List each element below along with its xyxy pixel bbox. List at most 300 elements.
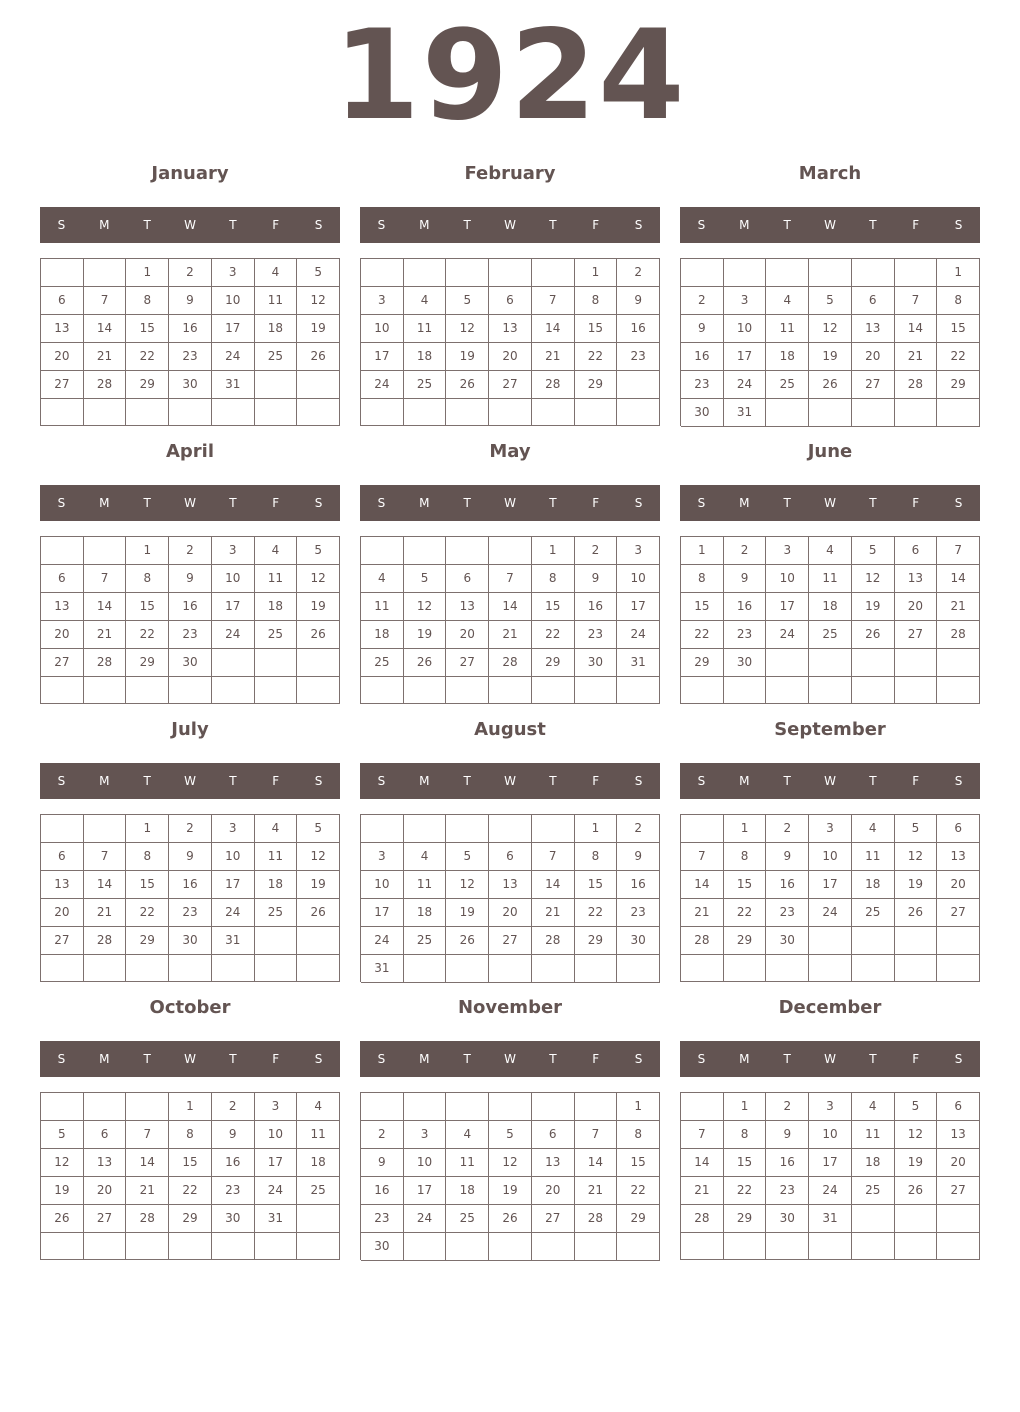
empty-cell xyxy=(41,955,84,982)
month-june xyxy=(680,437,980,707)
weekday-label: M xyxy=(99,218,110,232)
day-cell: 30 xyxy=(169,927,212,955)
day-cell: 4 xyxy=(809,537,852,565)
day-cell: 31 xyxy=(212,927,255,955)
day-cell: 10 xyxy=(809,1121,852,1149)
day-cell: 5 xyxy=(297,259,340,287)
day-cell: 14 xyxy=(532,871,575,899)
empty-cell xyxy=(212,649,255,677)
day-cell: 28 xyxy=(937,621,980,649)
weekday-label: F xyxy=(592,1052,600,1066)
day-cell: 7 xyxy=(895,287,938,315)
weekday-label: S xyxy=(954,1052,963,1066)
weekday-label: W xyxy=(184,1052,196,1066)
weekday-label: M xyxy=(419,774,430,788)
empty-cell xyxy=(297,927,340,955)
day-cell: 21 xyxy=(575,1177,618,1205)
empty-cell xyxy=(937,677,980,704)
month-title: October xyxy=(149,997,231,1018)
day-cell: 17 xyxy=(361,343,404,371)
weekday-header xyxy=(360,1041,660,1077)
day-grid xyxy=(40,814,340,982)
empty-cell xyxy=(446,399,489,426)
day-cell: 21 xyxy=(532,343,575,371)
day-cell: 26 xyxy=(809,371,852,399)
day-cell: 7 xyxy=(489,565,532,593)
day-cell: 18 xyxy=(404,899,447,927)
empty-cell xyxy=(766,1233,809,1260)
weekday-label: W xyxy=(184,218,196,232)
day-cell: 10 xyxy=(212,565,255,593)
day-cell: 15 xyxy=(724,871,767,899)
day-cell: 25 xyxy=(297,1177,340,1205)
day-cell: 17 xyxy=(809,871,852,899)
empty-cell xyxy=(41,537,84,565)
day-cell: 25 xyxy=(809,621,852,649)
day-cell: 12 xyxy=(404,593,447,621)
empty-cell xyxy=(41,1093,84,1121)
month-title: May xyxy=(489,441,531,462)
day-cell: 15 xyxy=(169,1149,212,1177)
empty-cell xyxy=(41,399,84,426)
weekday-label: T xyxy=(229,218,237,232)
day-cell: 19 xyxy=(404,621,447,649)
weekday-label: S xyxy=(57,496,66,510)
day-cell: 14 xyxy=(895,315,938,343)
day-cell: 8 xyxy=(575,287,618,315)
empty-cell xyxy=(404,1093,447,1121)
day-cell: 15 xyxy=(126,871,169,899)
day-grid xyxy=(360,1092,660,1260)
day-cell: 16 xyxy=(681,343,724,371)
day-cell: 10 xyxy=(255,1121,298,1149)
day-cell: 19 xyxy=(809,343,852,371)
empty-cell xyxy=(681,955,724,982)
month-march xyxy=(680,159,980,429)
day-cell: 9 xyxy=(617,287,660,315)
month-july xyxy=(40,715,340,985)
day-cell: 11 xyxy=(361,593,404,621)
empty-cell xyxy=(361,259,404,287)
empty-cell xyxy=(617,1233,660,1261)
empty-cell xyxy=(575,399,618,426)
day-cell: 18 xyxy=(404,343,447,371)
day-cell: 2 xyxy=(169,815,212,843)
day-cell: 30 xyxy=(724,649,767,677)
day-cell: 28 xyxy=(681,1205,724,1233)
day-cell: 24 xyxy=(809,1177,852,1205)
day-cell: 26 xyxy=(297,899,340,927)
day-cell: 13 xyxy=(937,843,980,871)
weekday-header xyxy=(360,485,660,521)
weekday-label: S xyxy=(57,218,66,232)
day-cell: 7 xyxy=(575,1121,618,1149)
day-cell: 31 xyxy=(617,649,660,677)
day-cell: 27 xyxy=(895,621,938,649)
day-cell: 28 xyxy=(575,1205,618,1233)
day-cell: 18 xyxy=(255,593,298,621)
day-cell: 22 xyxy=(724,1177,767,1205)
day-cell: 8 xyxy=(724,1121,767,1149)
empty-cell xyxy=(852,1205,895,1233)
weekday-label: T xyxy=(143,774,151,788)
day-cell: 20 xyxy=(852,343,895,371)
day-cell: 13 xyxy=(446,593,489,621)
day-cell: 23 xyxy=(169,343,212,371)
day-grid xyxy=(680,1092,980,1260)
empty-cell xyxy=(255,399,298,426)
day-cell: 6 xyxy=(41,565,84,593)
day-cell: 24 xyxy=(212,621,255,649)
weekday-label: S xyxy=(697,774,706,788)
empty-cell xyxy=(255,677,298,704)
month-may xyxy=(360,437,660,707)
weekday-header xyxy=(40,485,340,521)
day-cell: 10 xyxy=(212,287,255,315)
weekday-label: T xyxy=(783,1052,791,1066)
empty-cell xyxy=(681,1233,724,1260)
weekday-label: F xyxy=(272,496,280,510)
empty-cell xyxy=(446,537,489,565)
month-title: August xyxy=(474,719,546,740)
day-cell: 13 xyxy=(489,871,532,899)
day-cell: 7 xyxy=(937,537,980,565)
empty-cell xyxy=(126,955,169,982)
day-cell: 16 xyxy=(169,871,212,899)
day-cell: 27 xyxy=(41,927,84,955)
day-cell: 21 xyxy=(489,621,532,649)
weekday-label: W xyxy=(824,1052,836,1066)
weekday-label: S xyxy=(314,774,323,788)
day-cell: 2 xyxy=(169,259,212,287)
day-cell: 20 xyxy=(84,1177,127,1205)
day-cell: 7 xyxy=(681,843,724,871)
day-cell: 16 xyxy=(169,593,212,621)
weekday-label: T xyxy=(463,774,471,788)
day-cell: 15 xyxy=(724,1149,767,1177)
weekday-label: M xyxy=(739,218,750,232)
day-cell: 29 xyxy=(575,371,618,399)
day-cell: 3 xyxy=(809,815,852,843)
empty-cell xyxy=(852,927,895,955)
day-cell: 3 xyxy=(617,537,660,565)
day-cell: 17 xyxy=(404,1177,447,1205)
weekday-label: T xyxy=(869,218,877,232)
day-cell: 2 xyxy=(212,1093,255,1121)
day-cell: 31 xyxy=(361,955,404,983)
day-cell: 6 xyxy=(446,565,489,593)
empty-cell xyxy=(361,815,404,843)
weekday-label: F xyxy=(912,496,920,510)
day-cell: 12 xyxy=(297,565,340,593)
day-cell: 22 xyxy=(575,899,618,927)
day-cell: 8 xyxy=(126,565,169,593)
empty-cell xyxy=(84,1093,127,1121)
day-cell: 23 xyxy=(575,621,618,649)
day-cell: 13 xyxy=(852,315,895,343)
weekday-label: T xyxy=(143,496,151,510)
day-cell: 26 xyxy=(446,927,489,955)
day-cell: 14 xyxy=(575,1149,618,1177)
day-cell: 1 xyxy=(532,537,575,565)
day-cell: 5 xyxy=(446,843,489,871)
day-cell: 28 xyxy=(126,1205,169,1233)
empty-cell xyxy=(404,259,447,287)
weekday-label: F xyxy=(592,218,600,232)
day-cell: 30 xyxy=(681,399,724,427)
empty-cell xyxy=(41,677,84,704)
weekday-label: M xyxy=(419,1052,430,1066)
empty-cell xyxy=(852,649,895,677)
day-cell: 17 xyxy=(809,1149,852,1177)
weekday-label: S xyxy=(697,1052,706,1066)
weekday-header xyxy=(680,1041,980,1077)
day-cell: 27 xyxy=(937,899,980,927)
day-cell: 1 xyxy=(724,815,767,843)
day-cell: 3 xyxy=(212,259,255,287)
weekday-header xyxy=(680,763,980,799)
day-cell: 11 xyxy=(446,1149,489,1177)
day-cell: 21 xyxy=(681,1177,724,1205)
day-cell: 24 xyxy=(212,343,255,371)
weekday-label: F xyxy=(272,218,280,232)
empty-cell xyxy=(297,371,340,399)
month-title: June xyxy=(807,441,853,462)
day-cell: 26 xyxy=(41,1205,84,1233)
day-cell: 28 xyxy=(84,371,127,399)
day-grid xyxy=(40,1092,340,1260)
day-cell: 11 xyxy=(404,871,447,899)
weekday-header xyxy=(360,763,660,799)
empty-cell xyxy=(937,399,980,427)
day-cell: 29 xyxy=(575,927,618,955)
empty-cell xyxy=(766,677,809,704)
empty-cell xyxy=(126,1233,169,1260)
empty-cell xyxy=(575,1233,618,1261)
empty-cell xyxy=(84,537,127,565)
empty-cell xyxy=(766,649,809,677)
day-cell: 7 xyxy=(84,565,127,593)
day-cell: 21 xyxy=(84,343,127,371)
day-cell: 20 xyxy=(489,899,532,927)
day-cell: 16 xyxy=(724,593,767,621)
empty-cell xyxy=(489,815,532,843)
day-cell: 14 xyxy=(489,593,532,621)
weekday-label: T xyxy=(463,218,471,232)
day-cell: 6 xyxy=(489,287,532,315)
day-grid xyxy=(40,536,340,704)
empty-cell xyxy=(446,1093,489,1121)
day-cell: 8 xyxy=(937,287,980,315)
empty-cell xyxy=(84,677,127,704)
empty-cell xyxy=(361,677,404,704)
day-cell: 25 xyxy=(404,927,447,955)
weekday-label: T xyxy=(143,1052,151,1066)
day-cell: 5 xyxy=(895,1093,938,1121)
day-cell: 25 xyxy=(361,649,404,677)
month-september xyxy=(680,715,980,985)
weekday-label: M xyxy=(739,1052,750,1066)
empty-cell xyxy=(489,399,532,426)
day-cell: 27 xyxy=(489,927,532,955)
day-cell: 21 xyxy=(681,899,724,927)
month-title: February xyxy=(464,163,556,184)
empty-cell xyxy=(255,371,298,399)
day-cell: 9 xyxy=(766,1121,809,1149)
empty-cell xyxy=(681,1093,724,1121)
day-cell: 14 xyxy=(84,593,127,621)
day-cell: 15 xyxy=(575,315,618,343)
day-cell: 10 xyxy=(361,871,404,899)
day-cell: 25 xyxy=(766,371,809,399)
day-cell: 16 xyxy=(617,871,660,899)
day-cell: 4 xyxy=(255,537,298,565)
day-cell: 7 xyxy=(532,287,575,315)
day-cell: 23 xyxy=(766,1177,809,1205)
day-cell: 4 xyxy=(766,287,809,315)
weekday-label: S xyxy=(954,496,963,510)
day-grid xyxy=(680,814,980,982)
day-cell: 10 xyxy=(724,315,767,343)
day-cell: 19 xyxy=(446,343,489,371)
empty-cell xyxy=(255,955,298,982)
weekday-label: F xyxy=(592,774,600,788)
month-title: January xyxy=(151,163,229,184)
day-cell: 5 xyxy=(489,1121,532,1149)
day-cell: 4 xyxy=(297,1093,340,1121)
day-cell: 21 xyxy=(84,621,127,649)
empty-cell xyxy=(895,677,938,704)
day-cell: 16 xyxy=(617,315,660,343)
day-cell: 12 xyxy=(895,843,938,871)
empty-cell xyxy=(681,259,724,287)
month-december xyxy=(680,993,980,1263)
weekday-label: S xyxy=(377,496,386,510)
day-cell: 17 xyxy=(361,899,404,927)
day-cell: 15 xyxy=(617,1149,660,1177)
weekday-label: M xyxy=(739,496,750,510)
day-cell: 27 xyxy=(852,371,895,399)
day-cell: 18 xyxy=(446,1177,489,1205)
weekday-label: S xyxy=(634,774,643,788)
day-cell: 12 xyxy=(489,1149,532,1177)
empty-cell xyxy=(895,649,938,677)
day-cell: 9 xyxy=(169,565,212,593)
day-cell: 1 xyxy=(937,259,980,287)
empty-cell xyxy=(126,399,169,426)
day-cell: 27 xyxy=(446,649,489,677)
weekday-label: T xyxy=(229,774,237,788)
day-cell: 27 xyxy=(84,1205,127,1233)
day-cell: 29 xyxy=(724,1205,767,1233)
empty-cell xyxy=(809,399,852,427)
day-cell: 25 xyxy=(446,1205,489,1233)
day-cell: 14 xyxy=(84,315,127,343)
month-february xyxy=(360,159,660,429)
day-cell: 30 xyxy=(575,649,618,677)
day-cell: 23 xyxy=(617,899,660,927)
empty-cell xyxy=(404,815,447,843)
day-cell: 26 xyxy=(297,621,340,649)
empty-cell xyxy=(895,1205,938,1233)
weekday-label: S xyxy=(634,218,643,232)
day-cell: 20 xyxy=(41,343,84,371)
empty-cell xyxy=(212,399,255,426)
day-cell: 1 xyxy=(575,815,618,843)
empty-cell xyxy=(575,677,618,704)
empty-cell xyxy=(937,927,980,955)
day-cell: 2 xyxy=(724,537,767,565)
empty-cell xyxy=(41,259,84,287)
empty-cell xyxy=(255,927,298,955)
day-cell: 11 xyxy=(809,565,852,593)
day-cell: 8 xyxy=(617,1121,660,1149)
weekday-label: W xyxy=(504,218,516,232)
day-cell: 18 xyxy=(255,871,298,899)
day-cell: 21 xyxy=(126,1177,169,1205)
day-grid xyxy=(40,258,340,426)
day-cell: 4 xyxy=(361,565,404,593)
day-cell: 25 xyxy=(255,621,298,649)
empty-cell xyxy=(169,677,212,704)
empty-cell xyxy=(852,399,895,427)
weekday-header xyxy=(40,1041,340,1077)
day-cell: 11 xyxy=(297,1121,340,1149)
day-cell: 6 xyxy=(84,1121,127,1149)
empty-cell xyxy=(169,1233,212,1260)
day-cell: 6 xyxy=(532,1121,575,1149)
day-cell: 20 xyxy=(895,593,938,621)
empty-cell xyxy=(446,1233,489,1261)
day-cell: 17 xyxy=(766,593,809,621)
weekday-label: T xyxy=(549,496,557,510)
day-cell: 14 xyxy=(681,1149,724,1177)
day-cell: 7 xyxy=(84,287,127,315)
weekday-label: S xyxy=(314,496,323,510)
day-cell: 20 xyxy=(489,343,532,371)
empty-cell xyxy=(809,259,852,287)
empty-cell xyxy=(532,677,575,704)
day-cell: 25 xyxy=(255,899,298,927)
day-cell: 1 xyxy=(575,259,618,287)
weekday-header xyxy=(680,207,980,243)
day-cell: 9 xyxy=(681,315,724,343)
weekday-label: S xyxy=(314,1052,323,1066)
empty-cell xyxy=(852,1233,895,1260)
day-cell: 28 xyxy=(489,649,532,677)
day-cell: 19 xyxy=(297,593,340,621)
day-cell: 22 xyxy=(126,621,169,649)
day-cell: 26 xyxy=(895,1177,938,1205)
weekday-label: M xyxy=(99,1052,110,1066)
day-cell: 16 xyxy=(212,1149,255,1177)
day-cell: 12 xyxy=(297,287,340,315)
day-cell: 30 xyxy=(361,1233,404,1261)
day-cell: 29 xyxy=(617,1205,660,1233)
day-cell: 28 xyxy=(532,927,575,955)
empty-cell xyxy=(404,537,447,565)
day-cell: 3 xyxy=(809,1093,852,1121)
weekday-label: S xyxy=(377,774,386,788)
weekday-label: T xyxy=(869,1052,877,1066)
day-cell: 23 xyxy=(617,343,660,371)
day-cell: 31 xyxy=(255,1205,298,1233)
empty-cell xyxy=(361,537,404,565)
weekday-label: W xyxy=(824,218,836,232)
empty-cell xyxy=(84,815,127,843)
day-cell: 1 xyxy=(724,1093,767,1121)
day-cell: 11 xyxy=(766,315,809,343)
